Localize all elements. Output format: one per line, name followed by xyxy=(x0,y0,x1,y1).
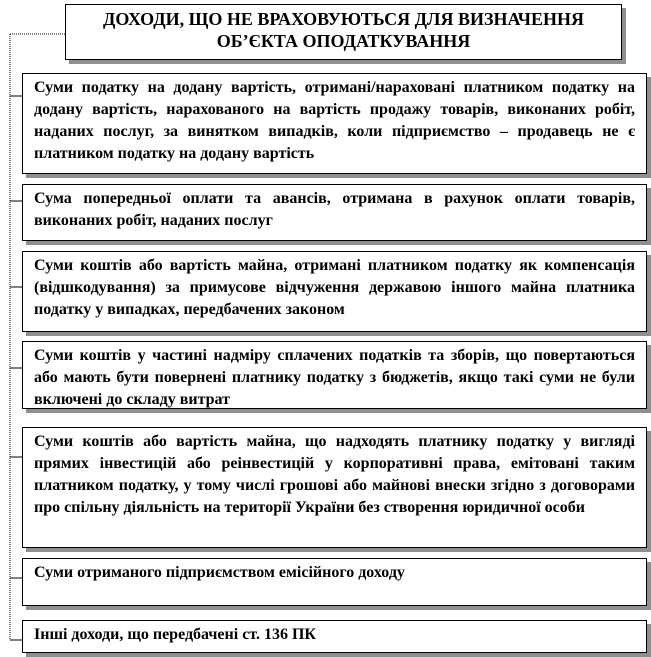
item-text: Сума попередньої оплати та авансів, отримана в рахунок оплати товарів, виконаних робіт, наданих послуг xyxy=(34,190,635,229)
item-investments xyxy=(22,427,647,548)
item-text: Суми отриманого підприємством емісійного доходу xyxy=(34,564,405,581)
item-text: Суми податку на додану вартість, отримані/нараховані платником податку на додану вартість, нарахованого на вартість продажу товарів, виконаних робіт, наданих послуг, за винятком випадків, коли підприємство – продавець не є платником податку на додану вартість xyxy=(34,79,635,162)
item-text: Інші доходи, що передбачені ст. 136 ПК xyxy=(34,626,316,643)
item-vat xyxy=(22,73,647,174)
item-text: Суми коштів у частині надміру сплачених податків та зборів, що повертаються або мають бути повернені платнику податку з бюджетів, якщо такі суми не були включені до складу витрат xyxy=(34,347,635,408)
diagram-title xyxy=(65,4,622,60)
item-prepayment xyxy=(22,184,647,241)
title-line-1: ДОХОДИ, ЩО НЕ ВРАХОВУЮТЬСЯ ДЛЯ ВИЗНАЧЕННЯ xyxy=(103,9,584,29)
item-other-income xyxy=(22,620,647,653)
item-text: Суми коштів або вартість майна, що надходять платнику податку у вигляді прямих інвестицій або реінвестицій у корпоративні права, емітовані таким платником податку, у тому числі грошові або майнові внески згідно з договорами про спільну діяльність на території України без створення юридичної особи xyxy=(34,433,635,516)
item-text: Суми коштів або вартість майна, отримані платником податку як компенсація (відшкодування) за примусове відчуження державою іншого майна платника податку у випадках, передбачених законом xyxy=(34,257,635,318)
item-emission-income xyxy=(22,558,647,606)
item-overpaid-taxes xyxy=(22,341,647,409)
title-line-2: ОБ’ЄКТА ОПОДАТКУВАННЯ xyxy=(216,31,471,51)
item-compensation xyxy=(22,251,647,332)
